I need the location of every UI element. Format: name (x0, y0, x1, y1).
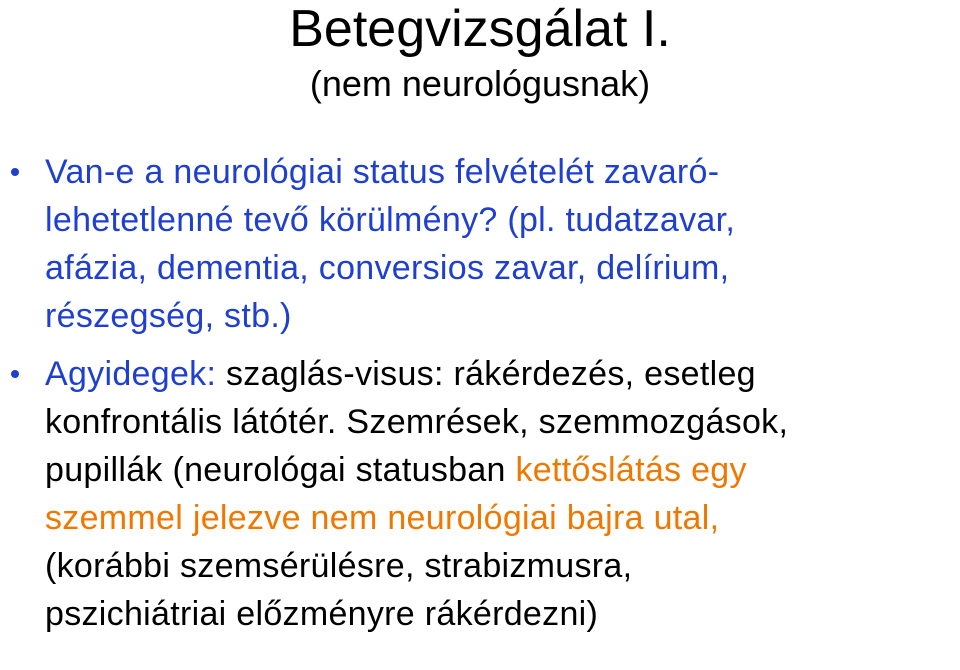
bullet-item-status (0, 148, 960, 340)
bullet-dot-icon (11, 168, 19, 176)
bullet-dot-icon (11, 370, 19, 378)
bullet-list (0, 148, 960, 638)
bullet-line (45, 446, 954, 494)
bullet-lead-label: Agyidegek: (45, 355, 217, 393)
bullet-text: pupillák (neurológai statusban (45, 451, 516, 489)
bullet-text-blue: lehetetlenné tevő körülmény? (45, 201, 498, 239)
bullet-item-agyidegek (0, 350, 960, 638)
bullet-line: (korábbi szemsérülésre, strabizmusra, (45, 547, 633, 585)
bullet-line (45, 196, 954, 244)
bullet-text: szaglás-visus: rákérdezés, esetleg (216, 355, 756, 393)
bullet-line: afázia, dementia, conversios zavar, delírium, (45, 249, 730, 287)
bullet-line: Van-e a neurológiai status felvételét zavaró- (45, 153, 720, 191)
bullet-text-highlight: kettőslátás egy (515, 451, 747, 489)
bullet-line: pszichiátriai előzményre rákérdezni) (45, 595, 599, 633)
bullet-text-blue: (pl. tudatzavar, (497, 201, 736, 239)
page-title: Betegvizsgálat I. (289, 0, 671, 58)
bullet-line: részegség, stb.) (45, 297, 292, 335)
bullet-line (45, 350, 954, 398)
bullet-line: konfrontális látótér. Szemrések, szemmozgások, (45, 403, 789, 441)
page-subtitle: (nem neurológusnak) (309, 63, 651, 104)
bullet-line-highlight: szemmel jelezve nem neurológiai bajra utal, (45, 499, 720, 537)
